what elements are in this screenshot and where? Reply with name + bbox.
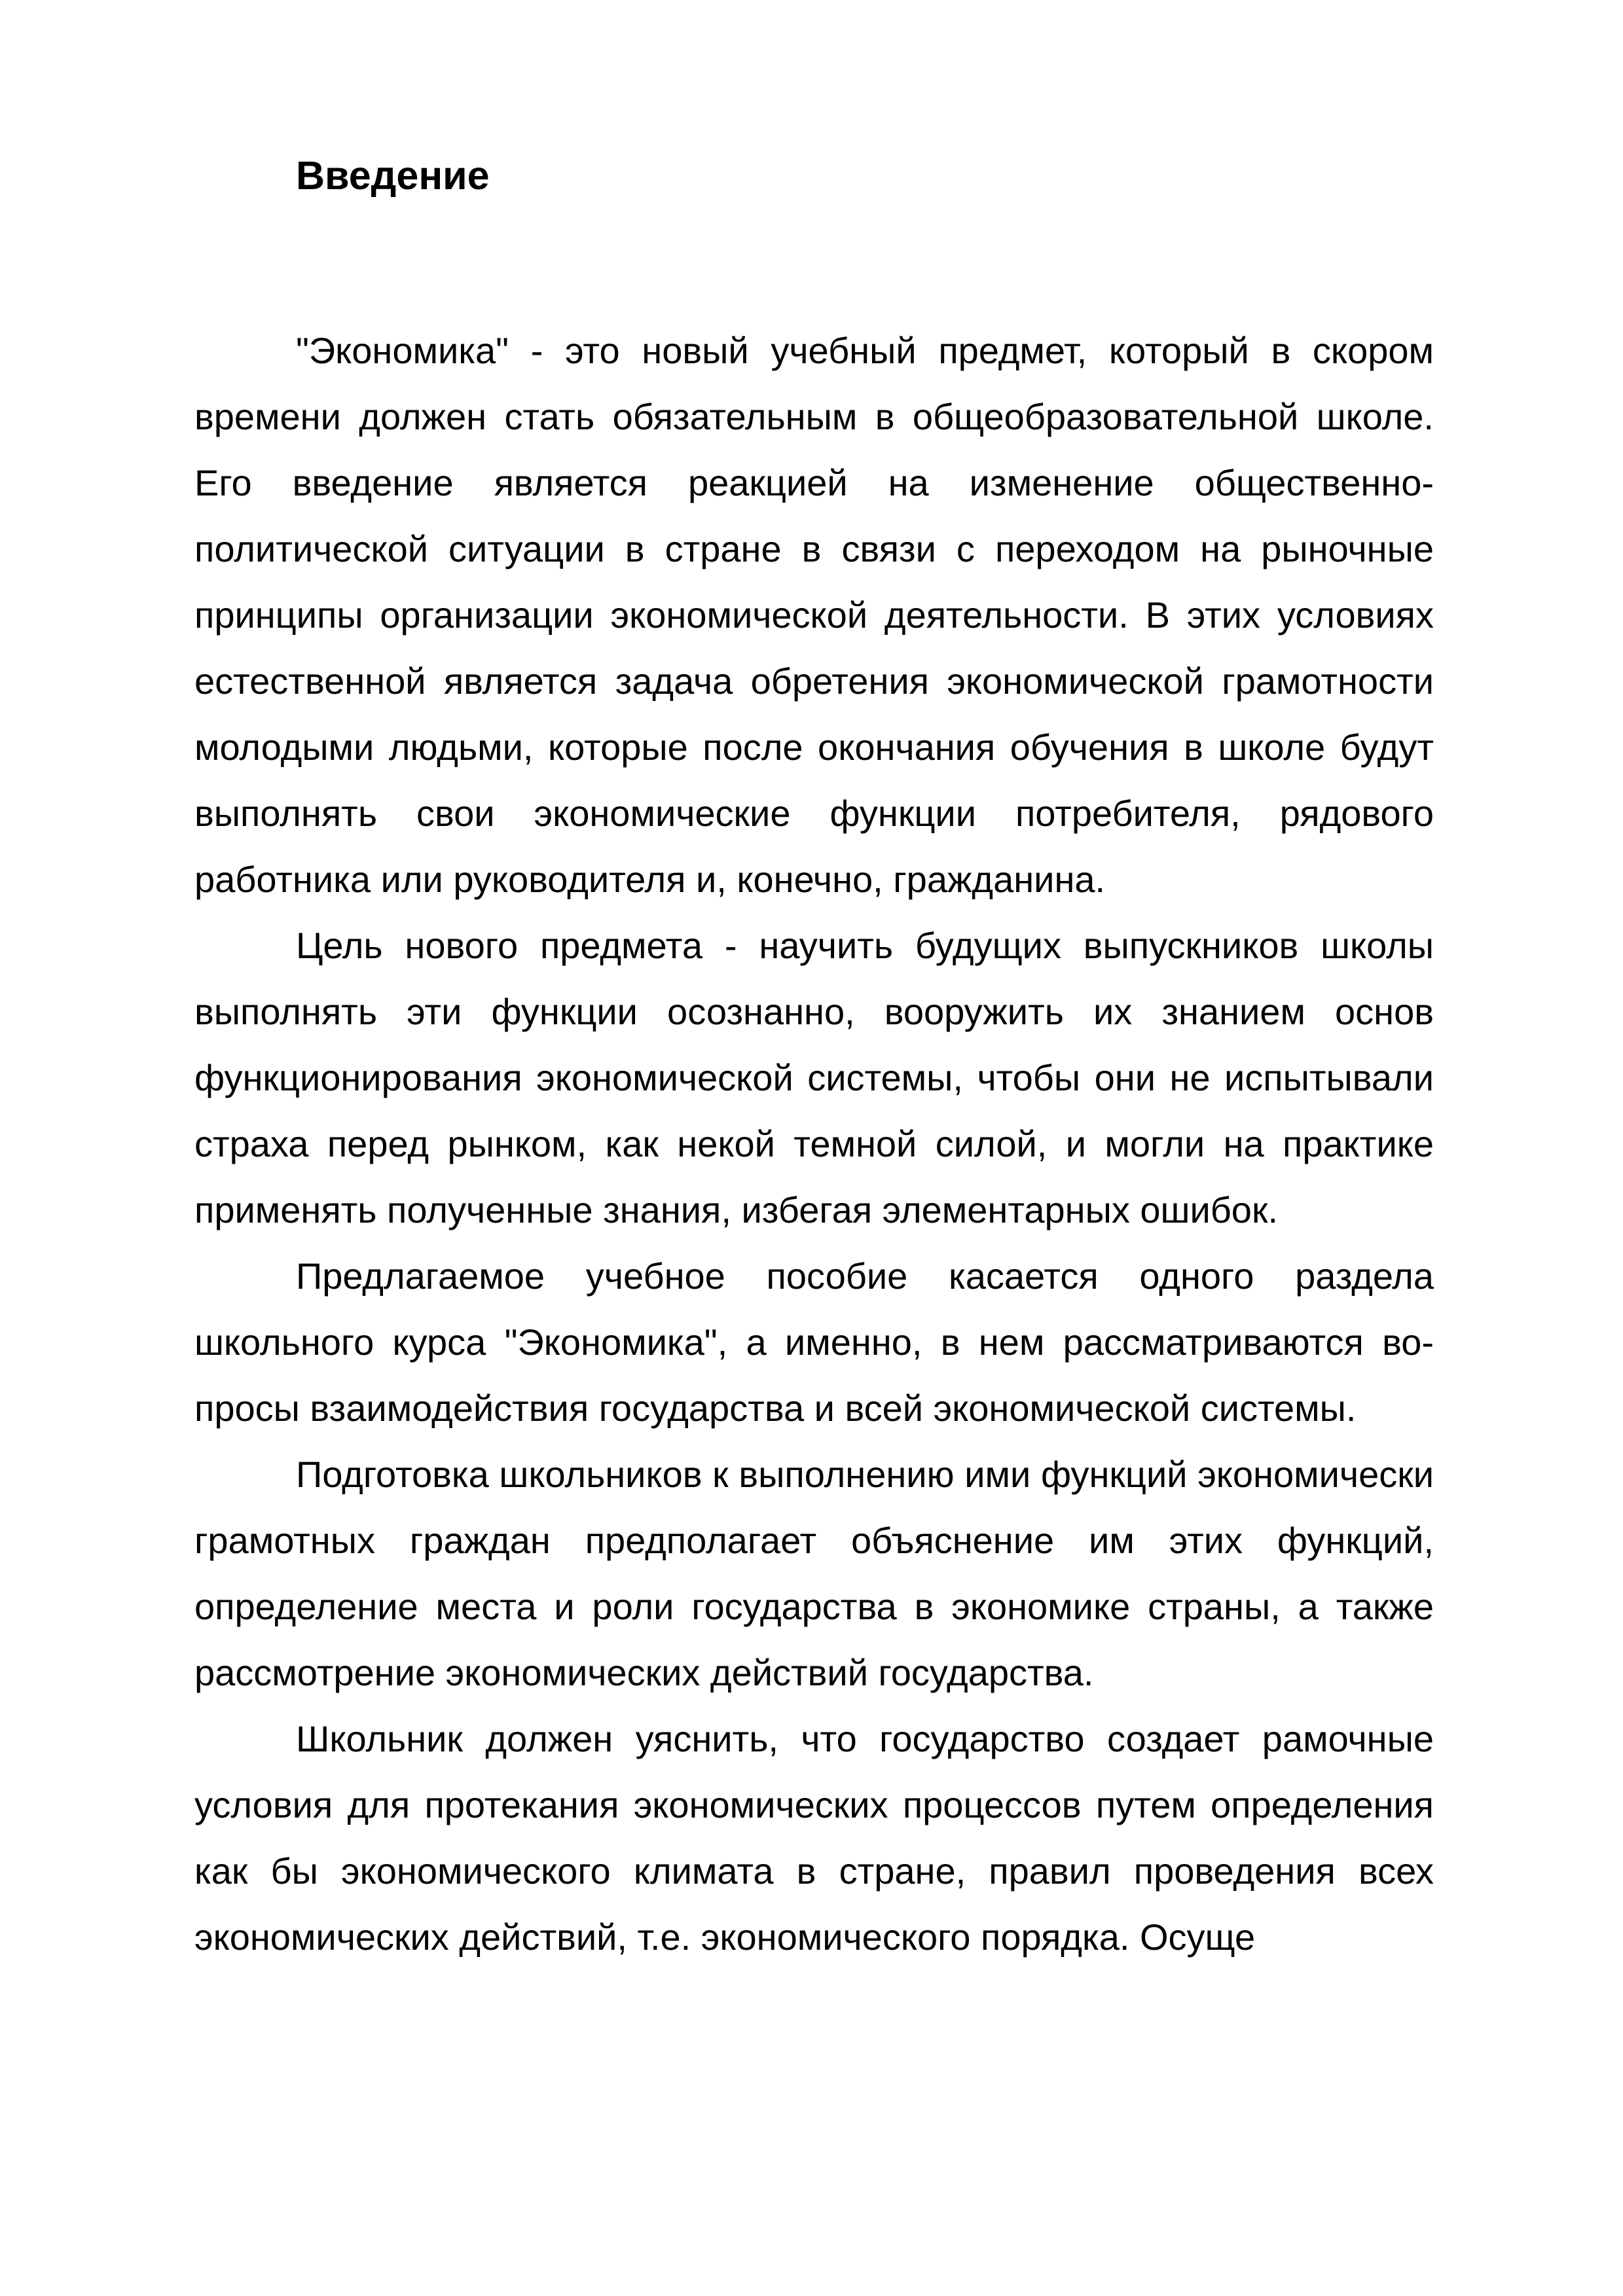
body-text [194,317,1434,1970]
paragraph-4: Подготовка школьников к выполнению ими функций экономически грамотных граждан предполагает объяснение им этих функций, определение места и роли государства в экономике страны, а также рассмотрение экономических действий государства. [194,1454,1434,1693]
paragraph-5: Школьник должен уяснить, что государство создает рамочные условия для протекания экономических процессов путем определения как бы экономического климата в стране, правил проведения всех экономических действий, т.е. экономического порядка. Осуще [194,1718,1434,1958]
page-title: Введение [296,153,490,198]
paragraph-3: Предлагаемое учебное пособие касается одного раздела школьного курса "Экономика", а именно, в нем рассматриваются вопросы взаимодействия государства и всей экономической системы. [194,1255,1434,1429]
paragraph-2: Цель нового предмета - научить будущих выпускников школы выполнять эти функции осознанно, вооружить их знанием основ функционирования экономической системы, чтобы они не испытывали страха перед рынком, как некой темной силой, и могли на практике применять полученные знания, избегая элементарных ошибок. [194,925,1434,1230]
paragraph-1: "Экономика" - это новый учебный предмет, который в скором времени должен стать обязательным в общеобразовательной школе. Его введение является реакцией на изменение общественно-политической ситуации в стране в связи с переходом на рыночные принципы организации экономической деятельности. В этих условиях естественной является задача обретения экономической грамотности молодыми людьми, которые после окончания обучения в школе будут выполнять свои экономические функции потребителя, рядового работника или руководителя и, конечно, гражданина. [194,330,1434,900]
